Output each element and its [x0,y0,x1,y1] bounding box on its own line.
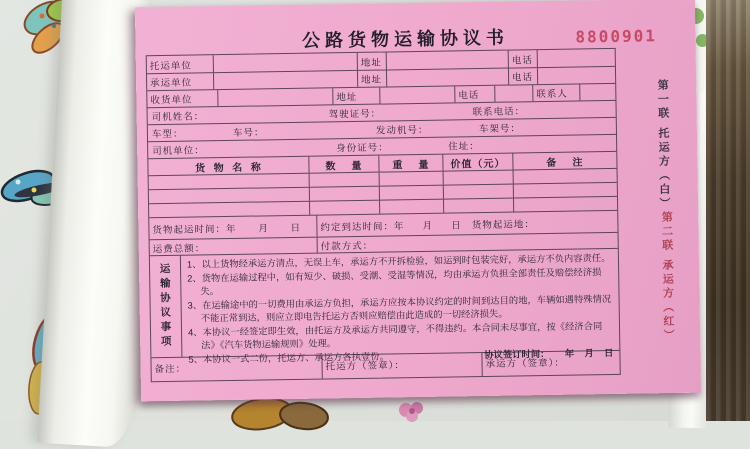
depart-time-label: 货物起运时间： [152,223,227,236]
shipper-unit-label: 托运单位 [149,60,192,72]
receiver-contact-label: 联系人 [532,84,579,101]
vehicle-type-label: 车型： [151,128,184,141]
receiver-phone-label: 电话 [454,86,494,103]
clause-3: 3、在运输途中的一切费用由承运方负担，承运方应按本协议约定的时间到达目的地，车辆如遇特殊情况不能正常到达，则应立即电告托运方否则应赔偿由此造成的一切经济损失。 [187,293,612,324]
freight-agreement-form [135,0,701,401]
driver-unit-label: 司机单位： [152,145,205,158]
serial-number: 8800901 [575,26,658,47]
desk-edge [706,0,750,421]
shipper-sign-label: 托运方（签章）： [321,353,481,379]
goods-value-header: 价值（元） [442,154,512,171]
carrier-unit-label: 承运单位 [150,77,193,90]
receiver-unit-value [217,88,332,106]
contact-phone-label: 联系电话： [472,106,526,119]
form-title: 公路货物运输协议书 [301,27,510,51]
id-no-label: 身份证号： [336,142,389,155]
clause-2: 2、货物在运输过程中，如有短少、破损、受潮、受湿等情况，均由承运方负担全部责任及赔偿经济损失。 [187,266,602,297]
shipper-addr-value [386,51,508,70]
depart-date-blank: 年 月 日 [225,222,302,235]
flower-art-bottom [392,400,432,421]
home-addr-label: 住址： [448,141,480,153]
agreement-section-label: 运输协议事项 [158,262,172,351]
copy2-vertical-label: 第二联 承运方（红） [660,211,675,344]
copy1-vertical-label: 第一联 托运方（白） [656,79,671,212]
origin-label: 货物起运地： [471,218,535,231]
plate-no-label: 车号： [232,127,265,139]
goods-qty-header: 数 量 [308,156,378,173]
goods-remark-header: 备 注 [512,152,616,170]
shipper-unit-value [213,53,357,72]
carrier-addr-value [386,69,508,87]
carrier-addr-label: 地址 [357,70,386,86]
carrier-phone-label: 电话 [508,68,537,84]
sign-time-label: 协议签订时间： 年 月 日 [484,347,614,360]
license-no-label: 驾驶证号： [328,108,382,121]
remark-label: 备注： [154,363,187,376]
goods-name-header: 货 物 名 称 [195,161,262,174]
clause-1: 1、以上货物经承运方清点，无误上车，承运方不开拆检验，如运到时包装完好，承运方不负内容责任。 [186,252,611,270]
carrier-unit-value [213,71,357,89]
shipper-phone-label: 电话 [508,50,537,67]
clause-5: 5、本协议一式二份，托运方、承运方各执壹份。 [188,350,389,365]
engine-no-label: 发动机号： [375,124,429,137]
carrier-phone-value [537,67,615,84]
arrive-time-label: 约定到达时间： [320,220,395,234]
shipper-addr-label: 地址 [357,52,386,69]
receiver-contact-value [579,84,615,101]
receiver-phone-value [494,85,532,102]
driver-name-label: 司机姓名： [151,111,205,124]
arrive-date-blank: 年 月 日 [393,219,462,232]
goods-weight-header: 重 量 [378,155,442,172]
receiver-addr-value [379,86,454,103]
clause-4: 4、本协议一经签定即生效，由托运方及承运方共同遵守，不得违约。本合同未尽事宜，按《经济合同法》《汽车货物运输规则》处理。 [187,320,603,351]
fee-total-label: 运费总额： [152,242,206,255]
carrier-sign-label: 承运方（签章）： [481,351,619,376]
receiver-addr-label: 地址 [332,88,379,105]
form-grid [146,48,621,382]
receiver-unit-label: 收货单位 [150,94,193,107]
payment-method-label: 付款方式： [317,233,618,253]
shipper-phone-value [537,49,615,67]
frame-no-label: 车架号： [478,123,521,136]
